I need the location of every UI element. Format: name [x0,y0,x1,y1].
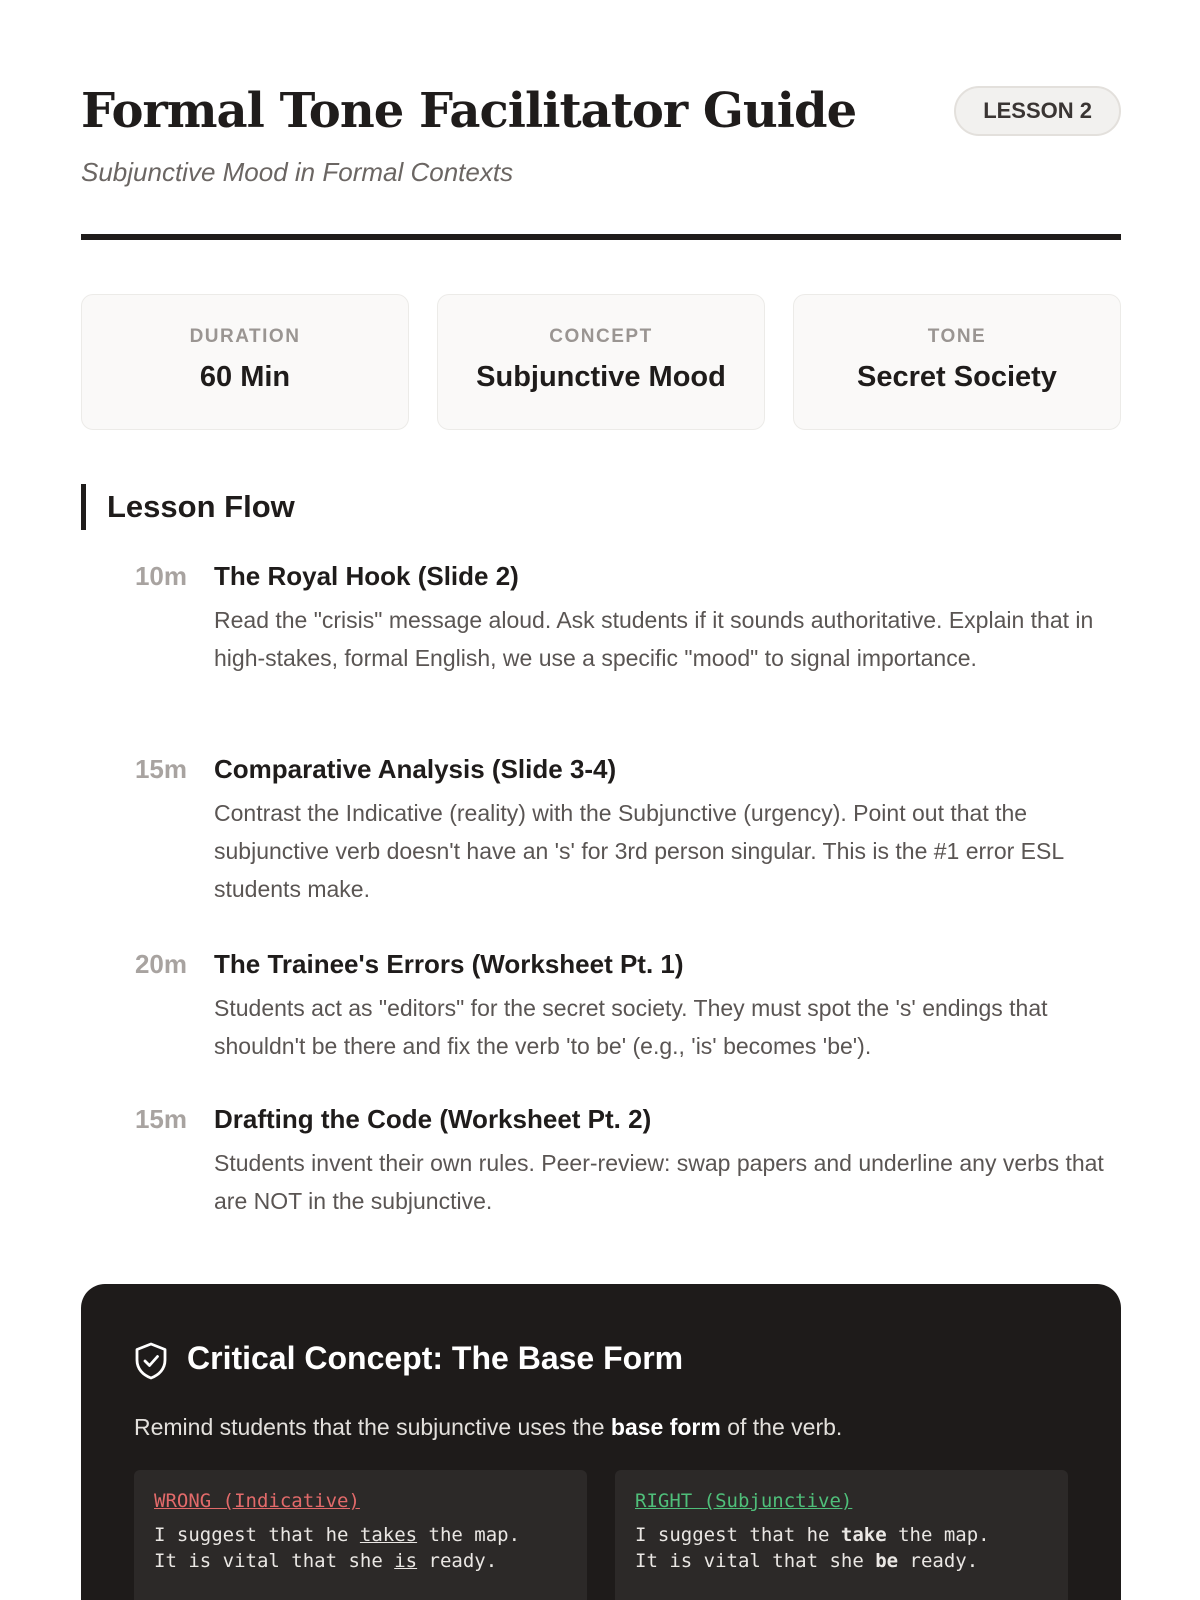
wrong-verb: takes [359,1524,418,1546]
right-example-box [615,1470,1068,1600]
code-text: ready. [898,1550,979,1572]
stat-value: Subjunctive Mood [476,361,726,393]
code-line [154,1524,520,1546]
stat-value: 60 Min [199,361,291,393]
panel-text-part: of the verb. [720,1414,843,1440]
flow-heading: The Trainee's Errors (Worksheet Pt. 1) [214,949,684,979]
code-text: ready. [417,1550,498,1572]
flow-description: Students act as "editors" for the secret society. They must spot the 's' endings that shouldn't be there and fix the verb 'to be' (e.g., 'is' becomes 'be'). [214,995,1048,1059]
code-text: the map. [886,1524,990,1546]
stat-label: CONCEPT [549,326,653,347]
code-line [635,1550,978,1572]
page-title: Formal Tone Facilitator Guide [81,83,857,139]
facilitator-guide-page [81,0,1121,1600]
right-verb: be [875,1550,899,1572]
section-title: Lesson Flow [107,489,295,524]
flow-description: Students invent their own rules. Peer-review: swap papers and underline any verbs that are NOT in the subjunctive. [214,1150,1104,1214]
lesson-badge: LESSON 2 [954,86,1121,136]
section-accent-bar [81,484,86,530]
flow-time: 20m [134,949,187,979]
code-text: I suggest that he [635,1524,841,1546]
flow-heading: The Royal Hook (Slide 2) [214,561,519,591]
stat-card-concept [437,294,765,430]
code-line [154,1550,497,1572]
stat-card-tone [793,294,1121,430]
wrong-example-box [134,1470,587,1600]
stats-row [81,294,1121,430]
code-text: It is vital that she [154,1550,395,1572]
page-subtitle: Subjunctive Mood in Formal Contexts [81,157,514,187]
flow-time: 10m [134,561,187,591]
stat-label: DURATION [189,326,301,347]
shield-check-icon [134,1342,168,1380]
code-text: I suggest that he [154,1524,360,1546]
stat-label: TONE [927,326,987,347]
right-verb: take [840,1524,887,1546]
panel-text-bold: base form [610,1414,721,1440]
stat-card-duration [81,294,409,430]
wrong-verb: is [394,1550,418,1572]
right-label: RIGHT (Subjunctive) [635,1490,853,1512]
page-header [81,78,1121,188]
panel-text [134,1414,842,1441]
flow-description: Contrast the Indicative (reality) with the Subjunctive (urgency). Point out that the subjunctive verb doesn't have an 's' for 3rd person singular. This is the #1 error ESL students make. [214,800,1064,902]
flow-description: Read the "crisis" message aloud. Ask students if it sounds authoritative. Explain that in high-stakes, formal English, we use a specific "mood" to signal importance. [214,607,1094,671]
code-text: the map. [417,1524,521,1546]
code-line [635,1524,990,1546]
code-text: It is vital that she [635,1550,876,1572]
flow-time: 15m [134,754,187,784]
panel-title: Critical Concept: The Base Form [187,1340,684,1376]
panel-text-part: Remind students that the subjunctive uses the [134,1414,611,1440]
header-divider [81,234,1121,240]
stat-value: Secret Society [857,361,1057,393]
flow-heading: Comparative Analysis (Slide 3-4) [214,754,617,784]
flow-time: 15m [134,1104,187,1134]
flow-heading: Drafting the Code (Worksheet Pt. 2) [214,1104,652,1134]
critical-concept-panel [81,1284,1121,1600]
wrong-label: WRONG (Indicative) [154,1490,360,1512]
